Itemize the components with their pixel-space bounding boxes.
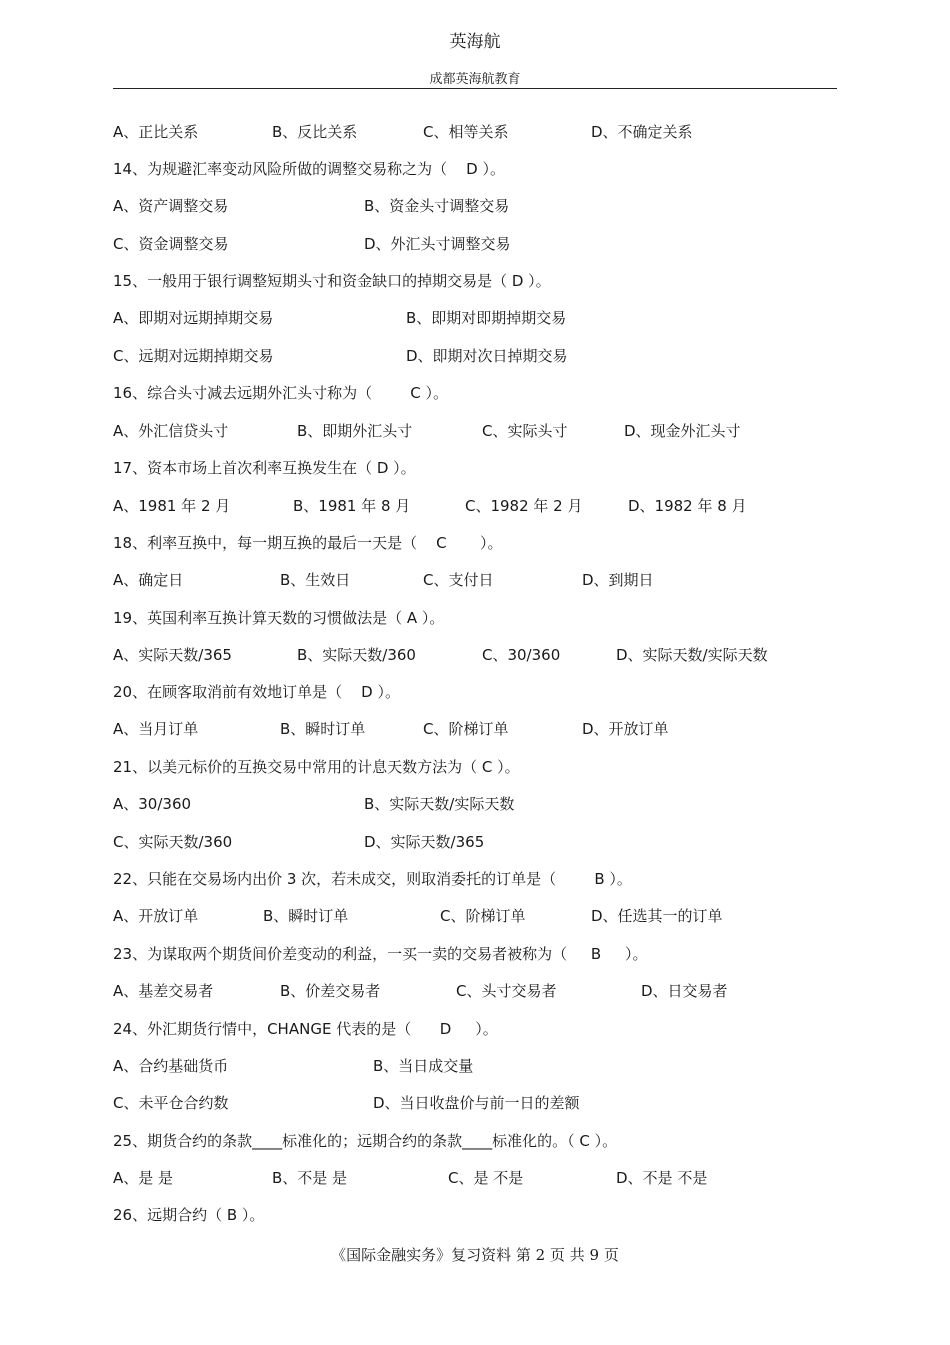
question-text: 24、外汇期货行情中，CHANGE 代表的是（ D ）。 <box>113 1020 498 1038</box>
question-text: 15、一般用于银行调整短期头寸和资金缺口的掉期交易是（ D ）。 <box>113 272 551 290</box>
answer-option: B、即期对即期掉期交易 <box>406 309 567 327</box>
answer-option: C、1982 年 2 月 <box>465 497 583 515</box>
answer-option: B、不是 是 <box>272 1169 348 1187</box>
answer-option: D、当日收盘价与前一日的差额 <box>373 1094 580 1112</box>
answer-option: D、任选其一的订单 <box>591 907 723 925</box>
answer-option: B、实际天数/360 <box>297 646 416 664</box>
answer-option: D、不是 不是 <box>616 1169 708 1187</box>
answer-option: C、头寸交易者 <box>456 982 557 1000</box>
answer-option: A、实际天数/365 <box>113 646 232 664</box>
answer-option: D、即期对次日掉期交易 <box>406 347 568 365</box>
answer-option: A、确定日 <box>113 571 184 589</box>
answer-option: B、价差交易者 <box>280 982 381 1000</box>
answer-option: D、不确定关系 <box>591 123 693 141</box>
answer-option: B、当日成交量 <box>373 1057 474 1075</box>
question-text: 20、在顾客取消前有效地订单是（ D ）。 <box>113 683 400 701</box>
question-text: 14、为规避汇率变动风险所做的调整交易称之为（ D ）。 <box>113 160 505 178</box>
answer-option: B、1981 年 8 月 <box>293 497 411 515</box>
answer-option: A、30/360 <box>113 795 192 813</box>
answer-option: C、阶梯订单 <box>440 907 526 925</box>
question-text: 18、利率互换中，每一期互换的最后一天是（ C ）。 <box>113 534 503 552</box>
answer-option: D、日交易者 <box>641 982 728 1000</box>
header-subtitle: 成都英海航教育 <box>429 72 521 87</box>
answer-option: C、是 不是 <box>448 1169 524 1187</box>
answer-option: A、即期对远期掉期交易 <box>113 309 274 327</box>
answer-option: D、1982 年 8 月 <box>628 497 747 515</box>
answer-option: D、实际天数/365 <box>364 833 485 851</box>
answer-option: D、现金外汇头寸 <box>624 422 741 440</box>
question-text: 23、为谋取两个期货间价差变动的利益，一买一卖的交易者被称为（ B ）。 <box>113 945 648 963</box>
answer-option: A、基差交易者 <box>113 982 214 1000</box>
answer-option: B、反比关系 <box>272 123 358 141</box>
question-text: 26、远期合约（ B ）。 <box>113 1206 265 1224</box>
answer-option: C、阶梯订单 <box>423 720 509 738</box>
question-text: 22、只能在交易场内出价 3 次，若未成交，则取消委托的订单是（ B ）。 <box>113 870 632 888</box>
answer-option: B、瞬时订单 <box>263 907 349 925</box>
answer-option: A、外汇信贷头寸 <box>113 422 229 440</box>
answer-option: D、到期日 <box>582 571 654 589</box>
answer-option: C、未平仓合约数 <box>113 1094 229 1112</box>
header-title: 英海航 <box>449 32 501 52</box>
answer-option: B、生效日 <box>280 571 351 589</box>
answer-option: C、相等关系 <box>423 123 509 141</box>
answer-option: B、资金头寸调整交易 <box>364 197 510 215</box>
question-text: 19、英国利率互换计算天数的习惯做法是（ A ）。 <box>113 609 445 627</box>
answer-option: B、瞬时订单 <box>280 720 366 738</box>
answer-option: D、开放订单 <box>582 720 669 738</box>
answer-option: A、当月订单 <box>113 720 199 738</box>
question-text: 21、以美元标价的互换交易中常用的计息天数方法为（ C ）。 <box>113 758 520 776</box>
question-text: 25、期货合约的条款____标准化的；远期合约的条款____标准化的。（ C ）。 <box>113 1132 618 1150</box>
answer-option: C、远期对远期掉期交易 <box>113 347 274 365</box>
question-text: 16、综合头寸减去远期外汇头寸称为（ C ）。 <box>113 384 448 402</box>
answer-option: A、资产调整交易 <box>113 197 229 215</box>
answer-option: D、外汇头寸调整交易 <box>364 235 511 253</box>
answer-option: C、支付日 <box>423 571 494 589</box>
answer-option: C、实际头寸 <box>482 422 568 440</box>
answer-option: C、30/360 <box>482 646 561 664</box>
answer-option: B、实际天数/实际天数 <box>364 795 515 813</box>
answer-option: A、正比关系 <box>113 123 199 141</box>
answer-option: A、开放订单 <box>113 907 199 925</box>
page-footer: 《国际金融实务》复习资料 第 2 页 共 9 页 <box>331 1246 619 1264</box>
answer-option: C、资金调整交易 <box>113 235 229 253</box>
answer-option: A、是 是 <box>113 1169 174 1187</box>
answer-option: A、1981 年 2 月 <box>113 497 231 515</box>
answer-option: A、合约基础货币 <box>113 1057 229 1075</box>
answer-option: D、实际天数/实际天数 <box>616 646 768 664</box>
question-text: 17、资本市场上首次利率互换发生在（ D ）。 <box>113 459 416 477</box>
header-divider <box>113 88 837 89</box>
answer-option: C、实际天数/360 <box>113 833 233 851</box>
answer-option: B、即期外汇头寸 <box>297 422 413 440</box>
